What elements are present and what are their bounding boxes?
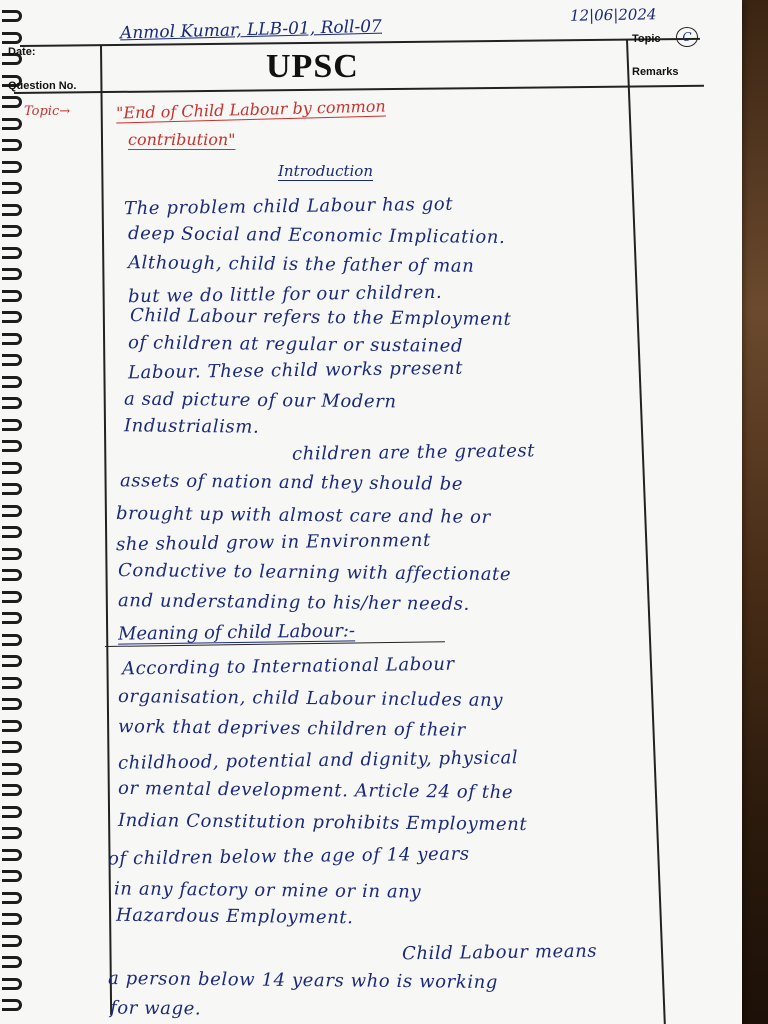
right-column-rule — [626, 40, 666, 1024]
meaning-line: or mental development. Article 24 of the — [117, 777, 514, 804]
spiral-ring — [2, 483, 22, 495]
introduction-line: but we do little for our children. — [127, 281, 443, 308]
spiral-ring — [2, 849, 22, 861]
spiral-ring — [2, 763, 22, 775]
page-title: UPSC — [266, 48, 359, 85]
spiral-ring — [2, 634, 22, 646]
meaning-line: Hazardous Employment. — [115, 904, 354, 929]
spiral-ring — [2, 677, 22, 689]
topic-circle: C — [676, 27, 698, 47]
spiral-ring — [2, 978, 22, 990]
spiral-ring — [2, 698, 22, 710]
spiral-ring — [2, 612, 22, 624]
introduction-line: deep Social and Economic Implication. — [127, 223, 506, 248]
spiral-ring — [2, 32, 22, 44]
topic-title-line-2: contribution" — [128, 130, 236, 149]
written-date: 12|06|2024 — [569, 5, 657, 25]
topic-title-line-1: "End of Child Labour by common — [115, 96, 386, 123]
spiral-ring — [2, 999, 22, 1011]
spiral-ring — [2, 892, 22, 904]
introduction-line: of children at regular or sustained — [127, 332, 464, 357]
spiral-ring — [2, 118, 22, 130]
spiral-ring — [2, 741, 22, 753]
spiral-ring — [2, 376, 22, 388]
introduction-line: Child Labour refers to the Employment — [129, 305, 512, 330]
spiral-ring — [2, 913, 22, 925]
spiral-ring — [2, 182, 22, 194]
spiral-ring — [2, 720, 22, 732]
introduction-line: assets of nation and they should be — [119, 470, 464, 495]
spiral-ring — [2, 225, 22, 237]
meaning-line: organisation, child Labour includes any — [117, 685, 504, 712]
spiral-ring — [2, 462, 22, 474]
spiral-ring — [2, 526, 22, 538]
spiral-ring — [2, 784, 22, 796]
meaning-line: in any factory or mine or in any — [113, 878, 422, 903]
meaning-line: work that deprives children of their — [117, 716, 466, 741]
introduction-line: Conductive to learning with affectionate — [117, 559, 512, 586]
spiral-ring — [2, 956, 22, 968]
meaning-line: of children below the age of 14 years — [107, 843, 470, 870]
spiral-ring — [2, 311, 22, 323]
spiral-ring — [2, 569, 22, 581]
spiral-ring — [2, 419, 22, 431]
spiral-ring — [2, 96, 22, 108]
spiral-ring — [2, 204, 22, 216]
header-bottom-rule — [14, 85, 704, 94]
student-name-line: Anmol Kumar, LLB-01, Roll-07 — [119, 16, 383, 44]
introduction-line: The problem child Labour has got — [123, 193, 454, 220]
introduction-line: she should grow in Environment — [115, 529, 432, 556]
remarks-label: Remarks — [632, 66, 679, 78]
topic-label: Topic — [632, 33, 661, 45]
spiral-ring — [2, 10, 22, 22]
spiral-ring — [2, 161, 22, 173]
spiral-binding — [0, 0, 24, 1024]
spiral-ring — [2, 655, 22, 667]
introduction-line: children are the greatest — [291, 440, 536, 465]
spiral-ring — [2, 505, 22, 517]
spiral-ring — [2, 397, 22, 409]
meaning-line: childhood, potential and dignity, physical — [117, 747, 519, 774]
introduction-line: Although, child is the father of man — [127, 252, 475, 277]
meaning-line: a person below 14 years who is working — [107, 967, 499, 994]
introduction-heading: Introduction — [278, 162, 373, 180]
introduction-line: and understanding to his/her needs. — [117, 590, 470, 615]
meaning-line: According to International Labour — [121, 653, 455, 680]
topic-marker: Topic→ — [24, 104, 71, 119]
spiral-ring — [2, 139, 22, 151]
spiral-ring — [2, 354, 22, 366]
introduction-line: brought up with almost care and he or — [115, 503, 491, 528]
spiral-ring — [2, 548, 22, 560]
spiral-ring — [2, 247, 22, 259]
meaning-line: Indian Constitution prohibits Employment — [117, 809, 528, 836]
spiral-ring — [2, 290, 22, 302]
introduction-line: a sad picture of our Modern — [123, 388, 397, 413]
question-number-label: Question No. — [8, 80, 77, 92]
introduction-line: Industrialism. — [123, 415, 260, 438]
spiral-ring — [2, 870, 22, 882]
spiral-ring — [2, 806, 22, 818]
meaning-heading: Meaning of child Labour:- — [117, 620, 356, 645]
meaning-line: for wage. — [109, 997, 202, 1020]
meaning-line: Child Labour means — [401, 940, 598, 965]
spiral-ring — [2, 440, 22, 452]
introduction-line: Labour. These child works present — [127, 357, 464, 384]
date-label: Date: — [8, 46, 36, 58]
spiral-ring — [2, 333, 22, 345]
spiral-ring — [2, 827, 22, 839]
spiral-ring — [2, 591, 22, 603]
spiral-ring — [2, 935, 22, 947]
spiral-ring — [2, 268, 22, 280]
